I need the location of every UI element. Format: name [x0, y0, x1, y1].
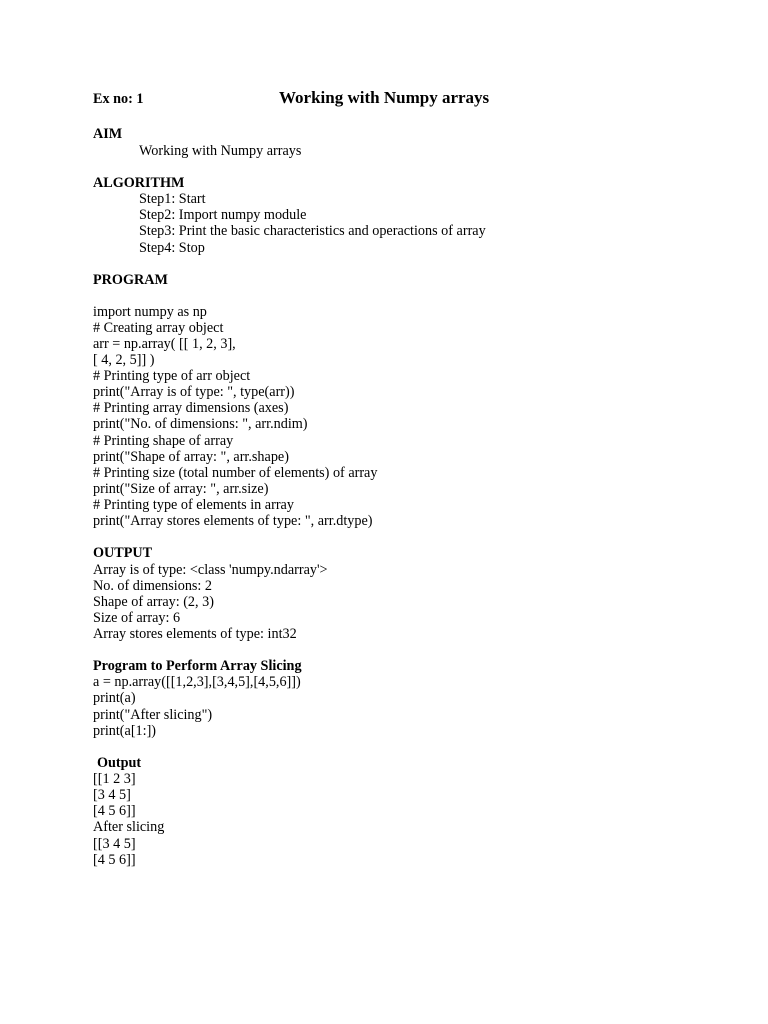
algorithm-heading: ALGORITHM [93, 175, 185, 191]
algorithm-step: Step1: Start [139, 191, 206, 207]
output-line: No. of dimensions: 2 [93, 578, 213, 594]
program-line: import numpy as np [93, 304, 207, 320]
output-line: Array stores elements of type: int32 [93, 626, 297, 642]
program-line: # Printing size (total number of elements) of array [93, 465, 378, 481]
algorithm-step: Step3: Print the basic characteristics and operactions of array [139, 223, 486, 239]
document-title: Working with Numpy arrays [279, 88, 490, 107]
slicing-output-heading: Output [97, 755, 142, 771]
program-heading: PROGRAM [93, 272, 168, 288]
slicing-output-line: [[1 2 3] [93, 771, 136, 787]
program-line: # Printing shape of array [93, 433, 234, 449]
output-line: Shape of array: (2, 3) [93, 594, 214, 610]
program-line: # Printing type of elements in array [93, 497, 294, 513]
slicing-line: print("After slicing") [93, 707, 213, 723]
slicing-output-line: [4 5 6]] [93, 852, 136, 868]
slicing-line: print(a[1:]) [93, 723, 157, 739]
program-line: # Creating array object [93, 320, 224, 336]
program-line: arr = np.array( [[ 1, 2, 3], [93, 336, 236, 352]
slicing-output-line: After slicing [93, 819, 165, 835]
slicing-output-line: [3 4 5] [93, 787, 131, 803]
program-line: print("Array stores elements of type: ", arr.dtype) [93, 513, 373, 529]
slicing-heading: Program to Perform Array Slicing [93, 658, 302, 674]
program-line: print("Array is of type: ", type(arr)) [93, 384, 295, 400]
exercise-number: Ex no: 1 [93, 91, 144, 107]
program-line: print("Shape of array: ", arr.shape) [93, 449, 289, 465]
slicing-line: a = np.array([[1,2,3],[3,4,5],[4,5,6]]) [93, 674, 301, 690]
algorithm-step: Step4: Stop [139, 240, 205, 256]
program-line: print("Size of array: ", arr.size) [93, 481, 269, 497]
slicing-line: print(a) [93, 690, 136, 706]
slicing-output-line: [[3 4 5] [93, 836, 136, 852]
aim-text: Working with Numpy arrays [139, 143, 302, 159]
program-line: [ 4, 2, 5]] ) [93, 352, 155, 368]
program-line: # Printing type of arr object [93, 368, 251, 384]
output-line: Array is of type: <class 'numpy.ndarray'> [93, 562, 328, 578]
aim-heading: AIM [93, 126, 123, 142]
output-line: Size of array: 6 [93, 610, 181, 626]
program-line: print("No. of dimensions: ", arr.ndim) [93, 416, 308, 432]
slicing-output-line: [4 5 6]] [93, 803, 136, 819]
program-line: # Printing array dimensions (axes) [93, 400, 289, 416]
algorithm-step: Step2: Import numpy module [139, 207, 307, 223]
output-heading: OUTPUT [93, 545, 153, 561]
